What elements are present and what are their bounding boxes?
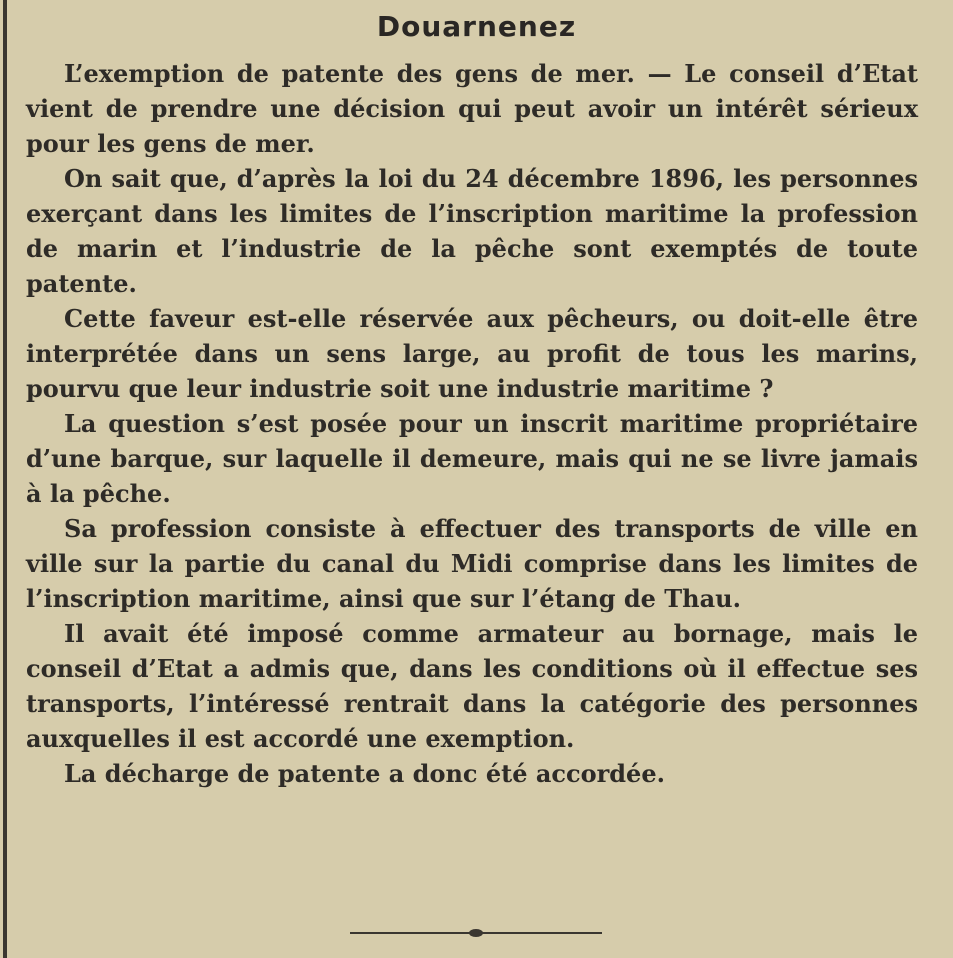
article-paragraph-6: Il avait été imposé comme armateur au bornage, mais le conseil d’Etat a admis que, dans les conditions où il effectue ses transports, l’intéressé rentrait dans la catégorie des personnes auxquelles il est accordé une exemption. (26, 619, 918, 753)
divider-ornament (469, 929, 483, 937)
article-paragraph-3: Cette faveur est-elle réservée aux pêcheurs, ou doit-elle être interprétée dans un sens large, au profit de tous les marins, pourvu que leur industrie soit une industrie maritime ? (26, 304, 918, 403)
article-paragraph-7: La décharge de patente a donc été accordée. (64, 759, 665, 788)
article-paragraph-2: On sait que, d’après la loi du 24 décembre 1896, les personnes exerçant dans les limites de l’inscription maritime la profession de marin et l’industrie de la pêche sont exemptés de toute patente. (26, 164, 918, 298)
article-paragraph-1-text: — Le conseil d’Etat vient de prendre une décision qui peut avoir un intérêt sérieux pour les gens de mer. (26, 59, 919, 158)
article-paragraph-5: Sa profession consiste à effectuer des transports de ville en ville sur la partie du canal du Midi comprise dans les limites de l’inscription maritime, ainsi que sur l’étang de Thau. (26, 514, 918, 613)
article-title: L’exemption de patente des gens de mer. (64, 59, 635, 88)
article-paragraph-4: La question s’est posée pour un inscrit maritime propriétaire d’une barque, sur laquelle il demeure, mais qui ne se livre jamais à la pêche. (26, 409, 918, 508)
article-body (26, 56, 918, 791)
article-paragraph-1 (26, 56, 918, 161)
section-title: Douarnenez (376, 10, 577, 43)
column-rule (3, 0, 7, 958)
